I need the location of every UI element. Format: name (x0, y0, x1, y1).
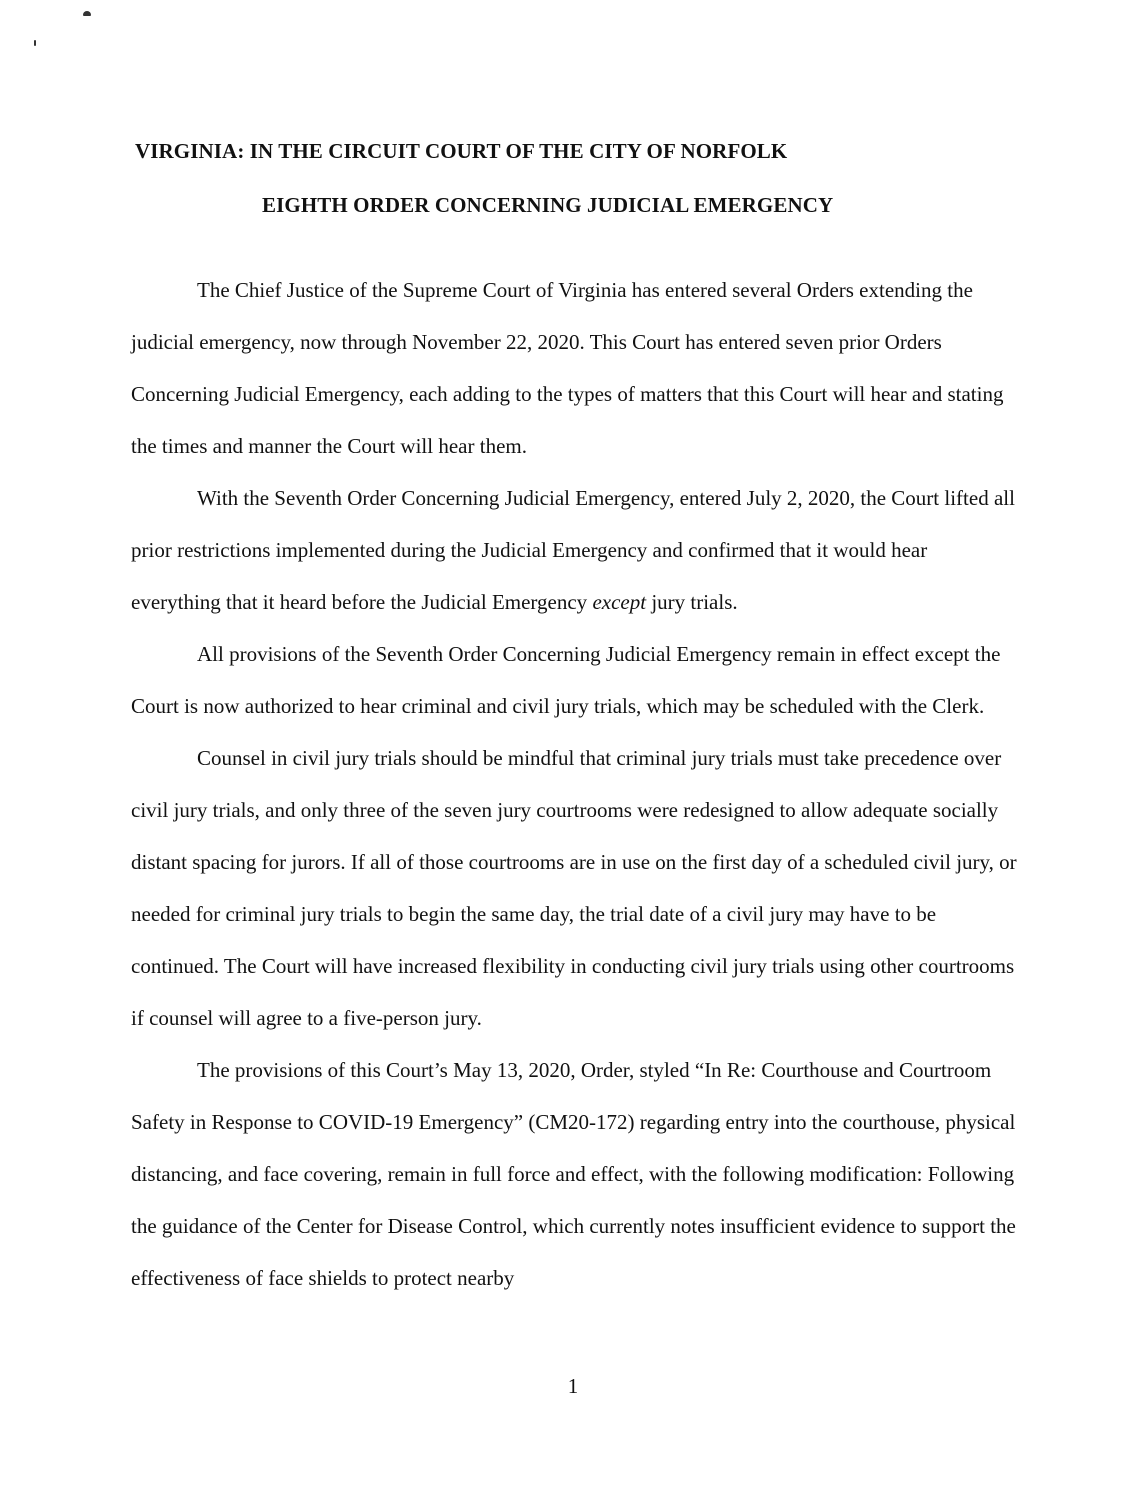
paragraph-judicial-emergency-extension: The Chief Justice of the Supreme Court of Virginia has entered several Orders extending the judicial emergency, now through November 22, 2020. This Court has entered seven prior Orders Concerning Judicial Emergency, each adding to the types of matters that this Court will hear and stating the times and manner the Court will hear them. (131, 278, 1004, 458)
scan-artifact-mark (34, 40, 36, 46)
paragraph-civil-jury-counsel: Counsel in civil jury trials should be mindful that criminal jury trials must take precedence over civil jury trials, and only three of the seven jury courtrooms were redesigned to allow adequate socially distant spacing for jurors. If all of those courtrooms are in use on the first day of a scheduled civil jury, or needed for criminal jury trials to begin the same day, the trial date of a civil jury may have to be continued. The Court will have increased flexibility in conducting civil jury trials using other courtrooms if counsel will agree to a five-person jury. (131, 746, 1017, 1030)
court-heading: VIRGINIA: IN THE CIRCUIT COURT OF THE CITY OF NORFOLK (135, 139, 788, 163)
paragraph-seventh-order (131, 472, 1017, 628)
paragraph-text: jury trials. (646, 590, 738, 614)
emphasized-word: except (592, 590, 647, 614)
paragraph-courthouse-safety: The provisions of this Court’s May 13, 2020, Order, styled “In Re: Courthouse and Courtroom Safety in Response to COVID-19 Emergency” (CM20-172) regarding entry into the courthouse, physical distancing, and face covering, remain in full force and effect, with the following modification: Following the guidance of the Center for Disease Control, which currently notes insufficient evidence to support the effectiveness of face shields to protect nearby (131, 1058, 1016, 1290)
page-number: 1 (567, 1374, 579, 1398)
paragraph-text: With the Seventh Order Concerning Judicial Emergency, entered July 2, 2020, the Court lifted all prior restrictions implemented during the Judicial Emergency and confirmed that it would hear everything that it heard before the Judicial Emergency (131, 486, 1015, 614)
scan-artifact-mark (83, 11, 91, 16)
paragraph-jury-trials-authorized: All provisions of the Seventh Order Concerning Judicial Emergency remain in effect except the Court is now authorized to hear criminal and civil jury trials, which may be scheduled with the Clerk. (131, 642, 1001, 718)
order-title: EIGHTH ORDER CONCERNING JUDICIAL EMERGENCY (262, 193, 834, 217)
order-body (131, 264, 1017, 1304)
